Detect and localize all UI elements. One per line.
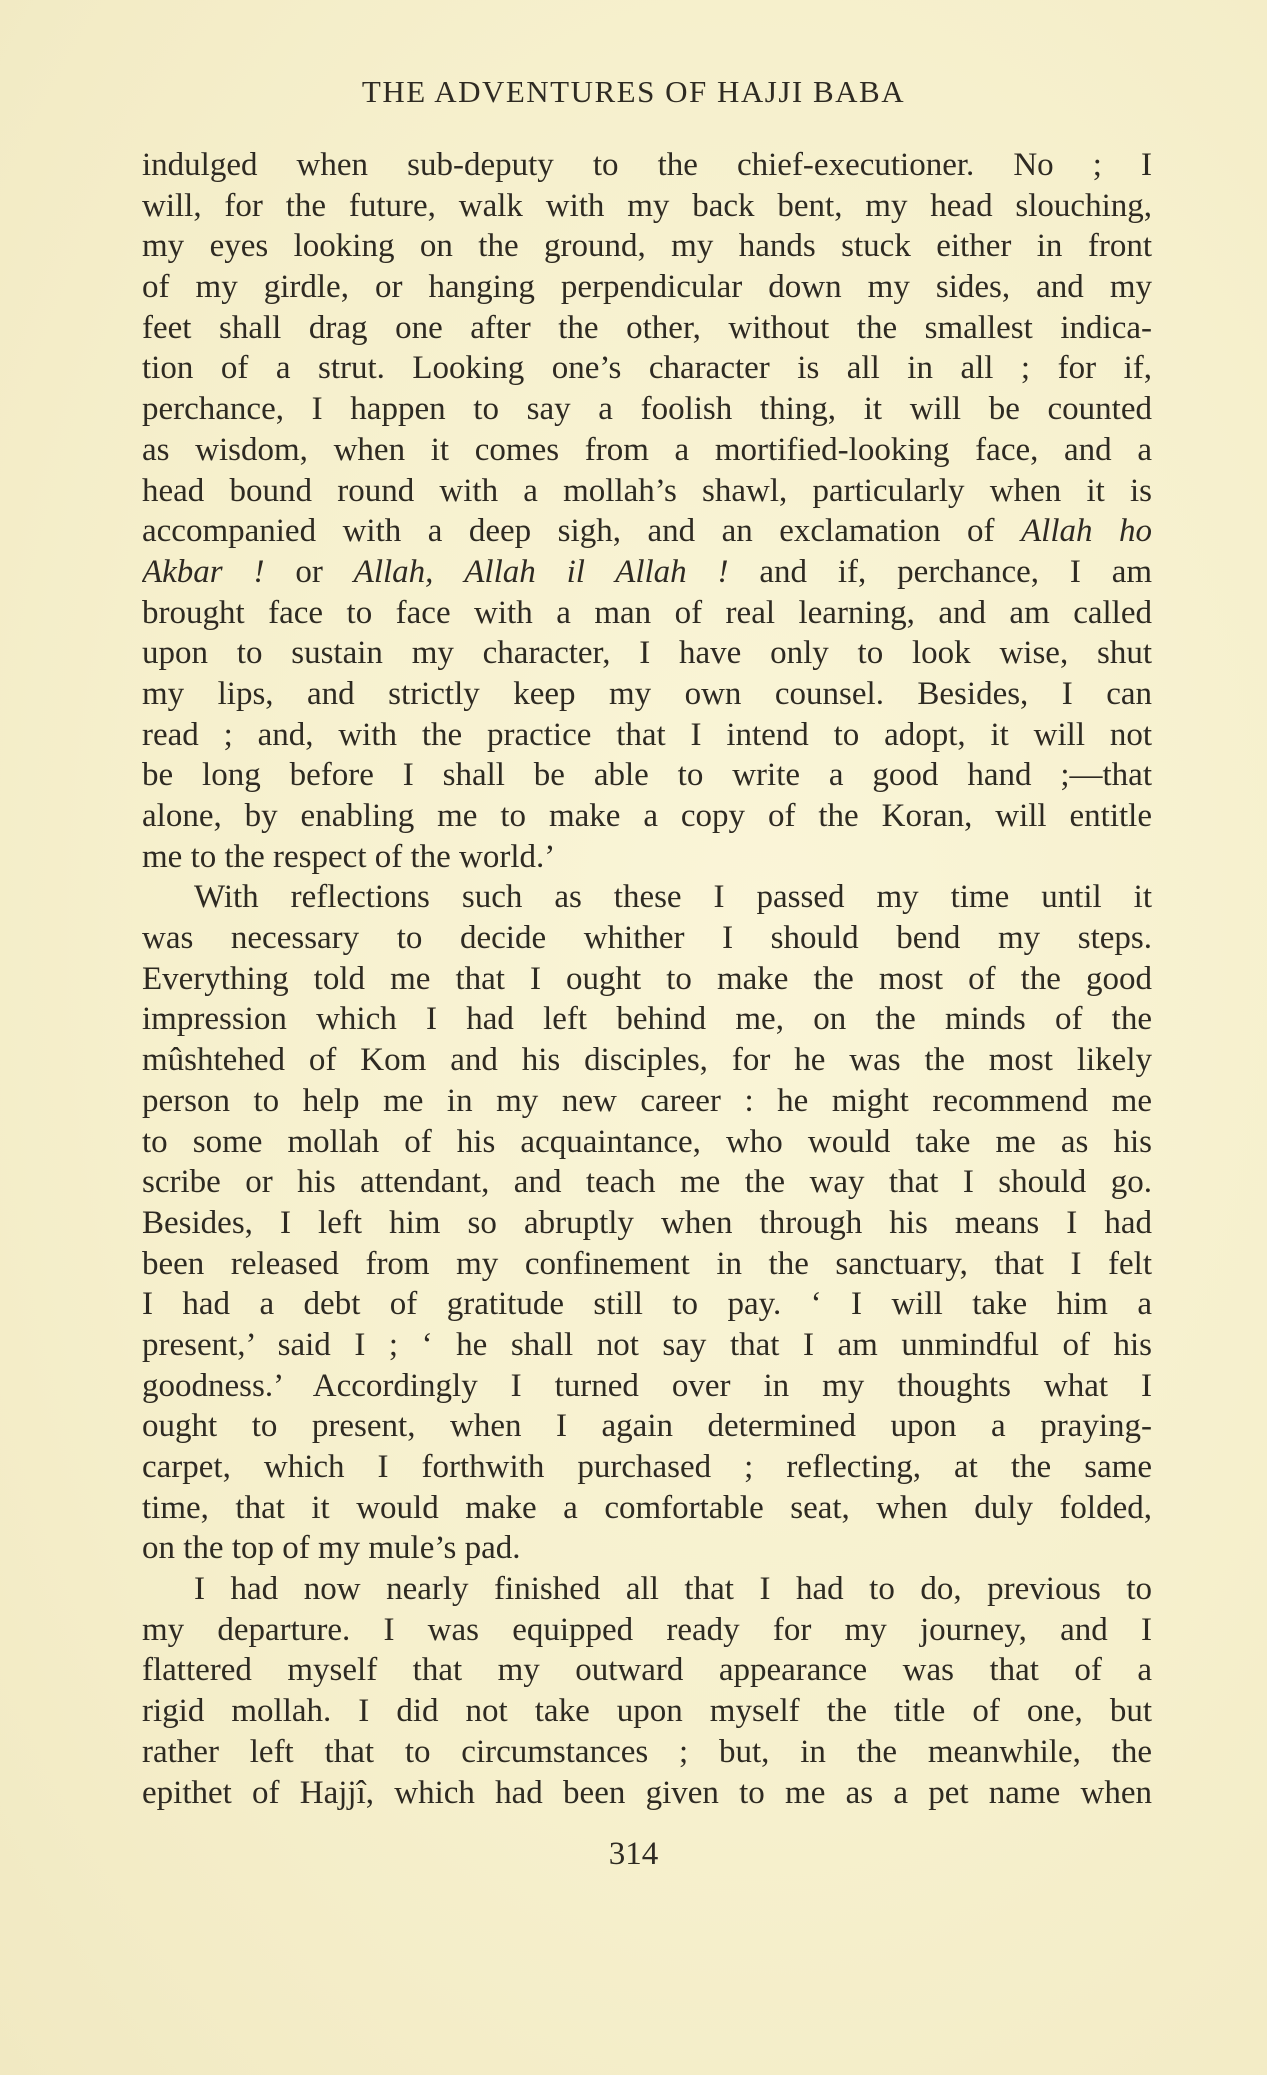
text-line: present,’ said I ; ‘ he shall not say that I am unmindful of his <box>142 1326 1152 1363</box>
text-line: rigid mollah. I did not take upon myself the title of one, but <box>142 1693 1152 1730</box>
text-line: of my girdle, or hanging perpendicular down my sides, and my <box>142 269 1152 306</box>
text-line: ought to present, when I again determined upon a praying- <box>142 1408 1152 1445</box>
text-line: Besides, I left him so abruptly when through his means I had <box>142 1204 1152 1241</box>
paragraph-start-line: With reflections such as these I passed my time until it <box>194 879 1152 916</box>
italic-phrase: Allah il Allah ! <box>464 553 729 590</box>
text-line: epithet of Hajjî, which had been given to me as a pet name when <box>142 1774 1152 1811</box>
text-line <box>142 511 1152 552</box>
text-line: been released from my confinement in the sanctuary, that I felt <box>142 1245 1152 1282</box>
text-line: was necessary to decide whither I should bend my steps. <box>142 920 1152 957</box>
text-line: be long before I shall be able to write a good hand ;—that <box>142 757 1152 794</box>
text-line: Everything told me that I ought to make the most of the good <box>142 960 1152 997</box>
text-line: on the top of my mule’s pad. <box>142 1530 521 1567</box>
running-title: THE ADVENTURES OF HAJJI BABA <box>361 74 906 109</box>
text-line: upon to sustain my character, I have only to look wise, shut <box>142 635 1152 672</box>
text-line: head bound round with a mollah’s shawl, particularly when it is <box>142 472 1152 509</box>
page-number: 314 <box>608 1836 659 1872</box>
text-line: my departure. I was equipped ready for my journey, and I <box>142 1611 1152 1648</box>
italic-phrase: Allah, <box>353 553 434 590</box>
text-line <box>142 552 1152 593</box>
text-line: as wisdom, when it comes from a mortified-looking face, and a <box>142 431 1152 468</box>
text-line: my lips, and strictly keep my own counsel. Besides, I can <box>142 675 1152 712</box>
text-line: feet shall drag one after the other, without the smallest indica- <box>142 309 1152 346</box>
text-line: rather left that to circumstances ; but, in the meanwhile, the <box>142 1733 1152 1770</box>
text-line: person to help me in my new career : he might recommend me <box>142 1082 1152 1119</box>
text-line: I had a debt of gratitude still to pay. ‘ I will take him a <box>142 1286 1152 1323</box>
text-line: alone, by enabling me to make a copy of the Koran, will entitle <box>142 798 1152 834</box>
text-line: indulged when sub-deputy to the chief-executioner. No ; I <box>142 147 1152 183</box>
text-line: mûshtehed of Kom and his disciples, for he was the most likely <box>142 1042 1152 1079</box>
text-segment: and if, perchance, I am <box>759 553 1152 590</box>
text-line: scribe or his attendant, and teach me the way that I should go. <box>142 1164 1152 1201</box>
text-line: to some mollah of his acquaintance, who would take me as his <box>142 1123 1152 1160</box>
body-text <box>142 145 1152 1813</box>
text-line: carpet, which I forthwith purchased ; reflecting, at the same <box>142 1449 1152 1485</box>
text-line: brought face to face with a man of real learning, and am called <box>142 594 1152 631</box>
text-line: tion of a strut. Looking one’s character is all in all ; for if, <box>142 350 1152 387</box>
text-line: goodness.’ Accordingly I turned over in my thoughts what I <box>142 1367 1152 1404</box>
text-line: impression which I had left behind me, on the minds of the <box>142 1001 1152 1038</box>
text-segment: or <box>295 553 323 590</box>
paragraph-start-line: I had now nearly finished all that I had to do, previous to <box>194 1571 1152 1608</box>
text-line: perchance, I happen to say a foolish thing, it will be counted <box>142 391 1152 428</box>
text-line: will, for the future, walk with my back bent, my head slouching, <box>142 187 1152 224</box>
text-line: read ; and, with the practice that I intend to adopt, it will not <box>142 716 1152 753</box>
text-line: flattered myself that my outward appearance was that of a <box>142 1652 1152 1689</box>
text-line: my eyes looking on the ground, my hands stuck either in front <box>142 228 1152 265</box>
text-line: me to the respect of the world.’ <box>142 838 556 875</box>
text-line: time, that it would make a comfortable seat, when duly folded, <box>142 1489 1152 1526</box>
text-segment: accompanied with a deep sigh, and an exclamation of <box>142 513 995 550</box>
italic-phrase: Allah ho <box>1021 513 1152 550</box>
italic-phrase: Akbar ! <box>142 553 265 590</box>
